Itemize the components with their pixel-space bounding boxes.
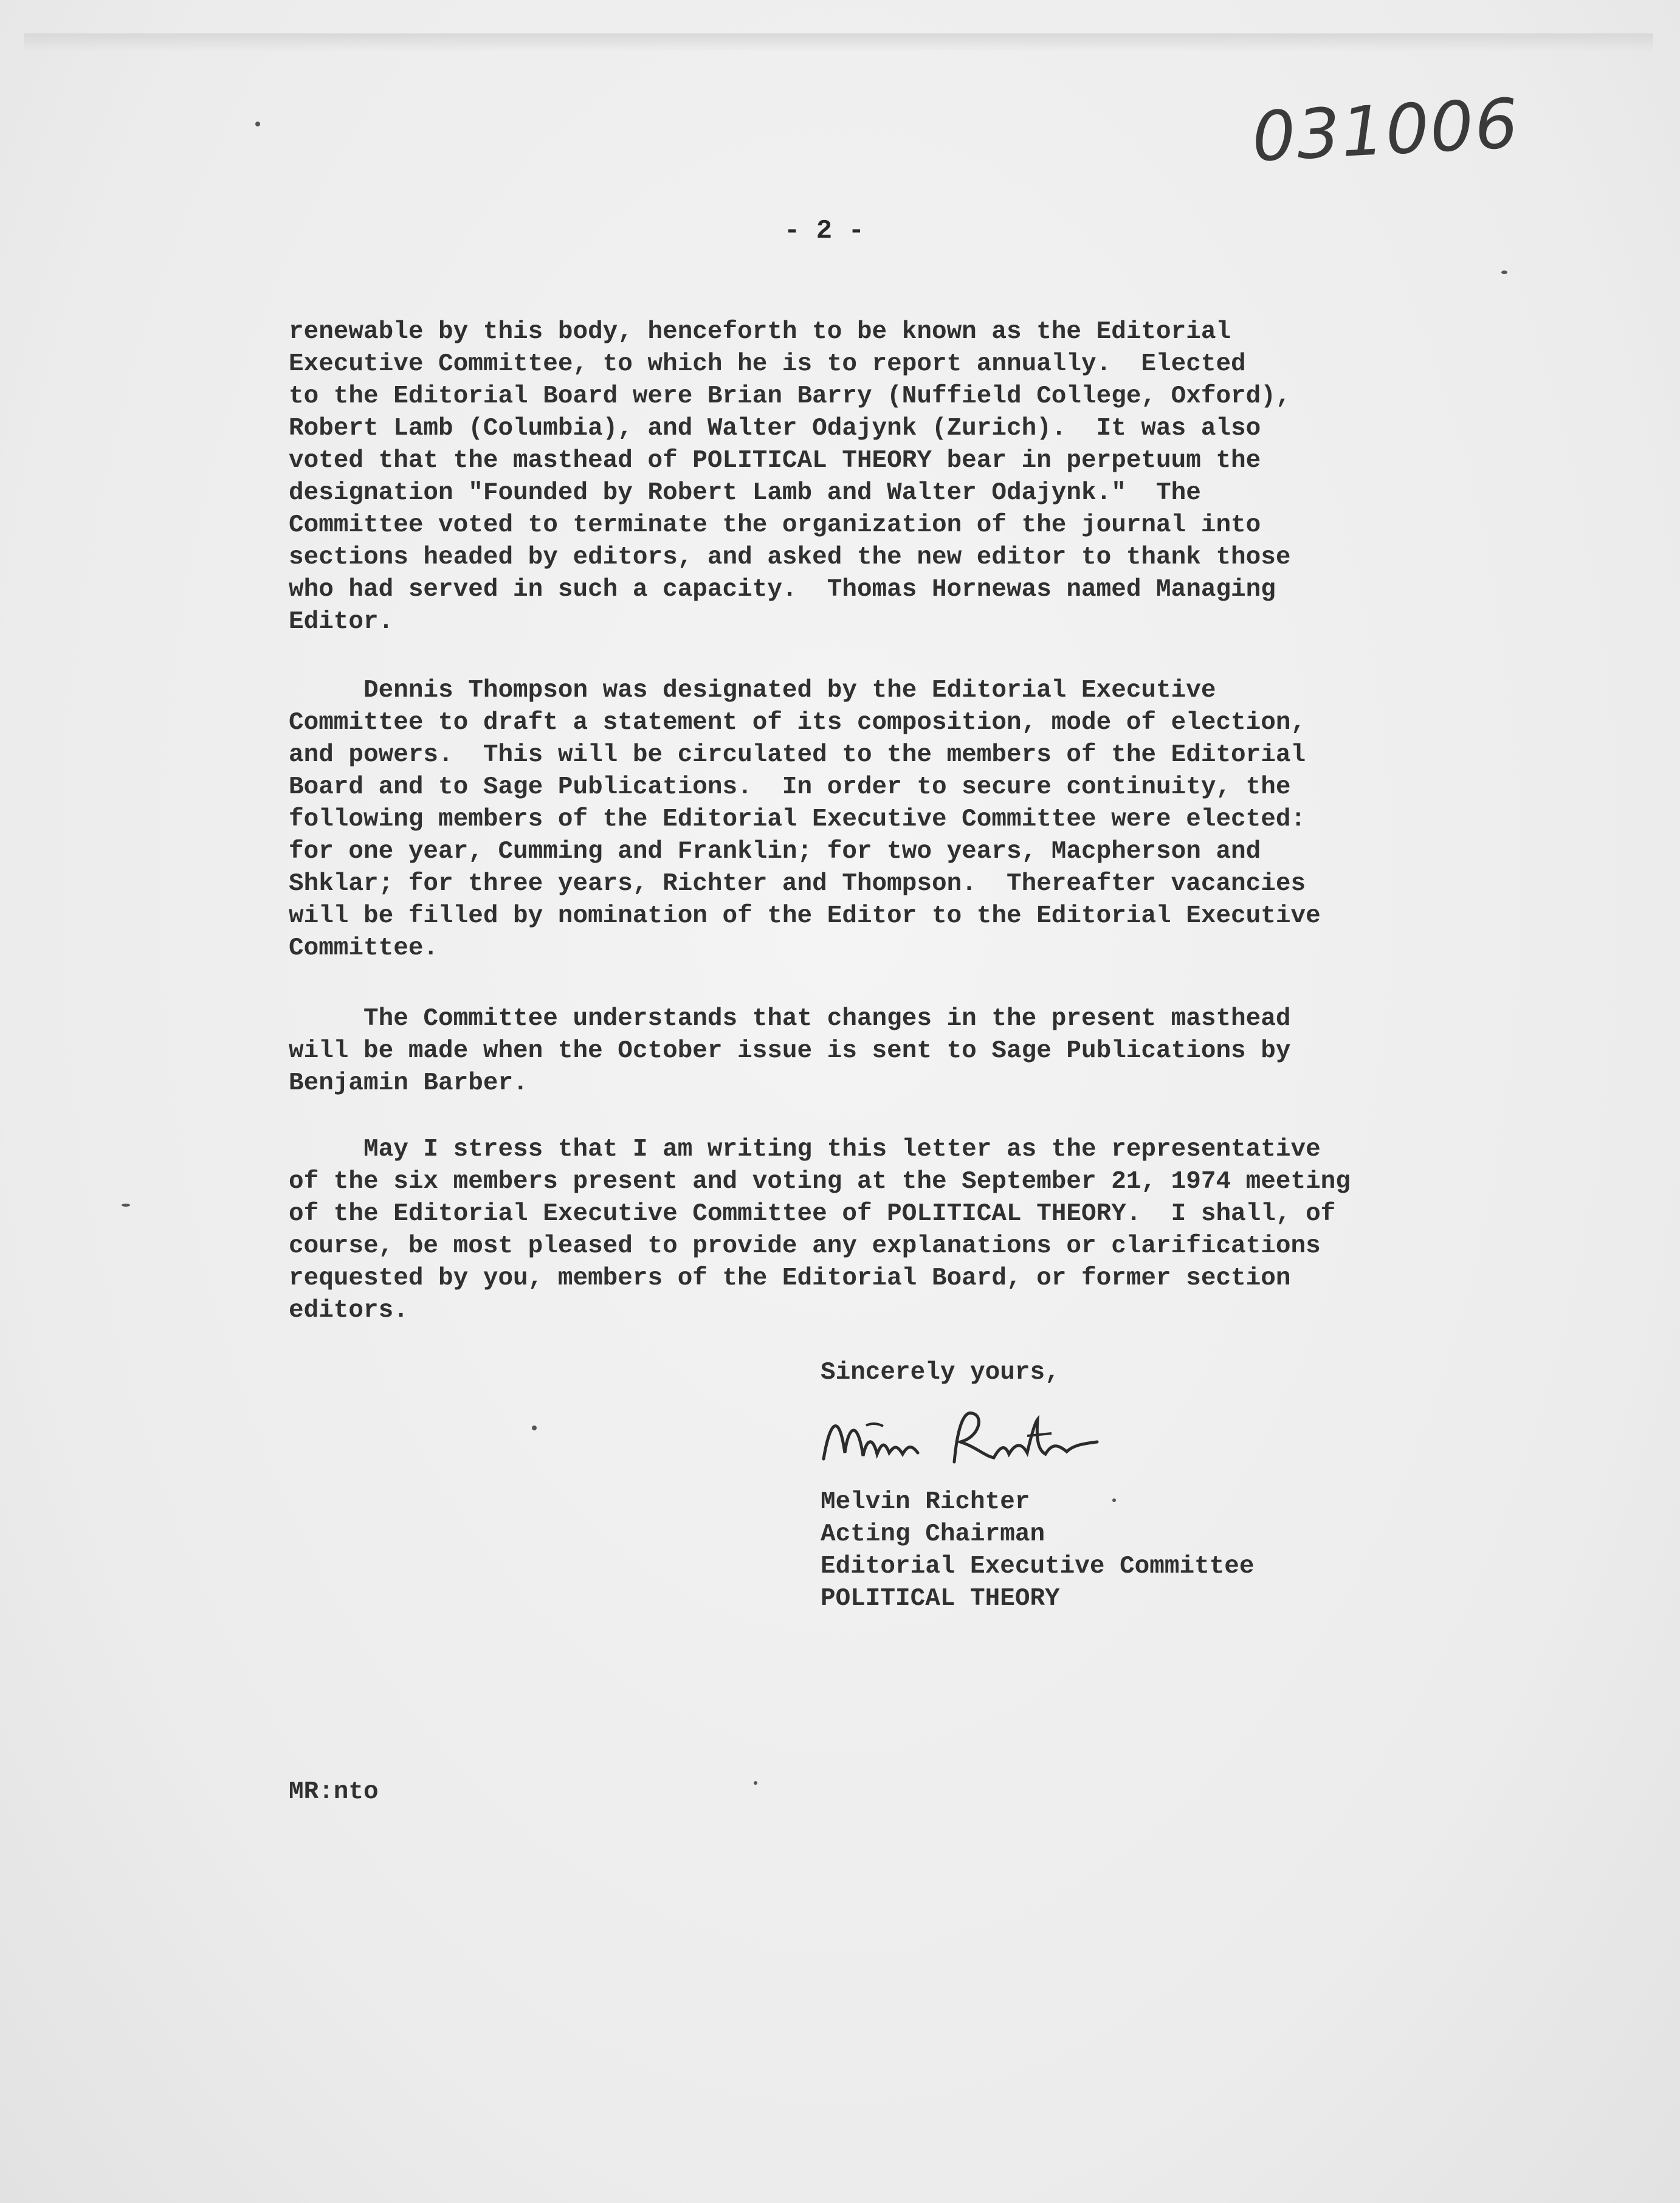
- scan-speck: [532, 1426, 537, 1430]
- scan-speck: [1112, 1498, 1116, 1502]
- scan-top-edge: [24, 33, 1653, 52]
- scan-speck: [255, 122, 260, 126]
- signature-block: Melvin Richter Acting Chairman Editorial Executive Committee POLITICAL THEORY: [821, 1488, 1255, 1613]
- scan-speck: [122, 1204, 130, 1207]
- paragraph-1: renewable by this body, henceforth to be known as the Editorial Executive Committee, to which he is to report annually. Elected to the Editorial Board were Brian Barry (Nuffield College, Oxford), Robert Lamb (Columbia), and Walter Odajynk (Zurich). It was also voted that the masthead of POLITICAL THEORY bear in perpetuum the designation "Founded by Robert Lamb and Walter Odajynk." The Committee voted to terminate the organization of the journal into sections headed by editors, and asked the new editor to thank those who had served in such a capacity. Thomas Hornewas named Managing Editor.: [289, 318, 1291, 636]
- page-number: - 2 -: [784, 216, 865, 246]
- scan-speck: [1501, 271, 1507, 274]
- closing: Sincerely yours,: [821, 1359, 1060, 1387]
- paragraph-3: The Committee understands that changes in the present masthead will be made when the October issue is sent to Sage Publications by Benjamin Barber.: [289, 1005, 1291, 1097]
- paragraph-4: May I stress that I am writing this letter as the representative of the six members present and voting at the September 21, 1974 meeting of the Editorial Executive Committee of POLITICAL THEORY. I shall, of course, be most pleased to provide any explanations or clarifications requested by you, members of the Editorial Board, or former section editors.: [289, 1136, 1351, 1325]
- scan-speck: [754, 1781, 757, 1785]
- handwritten-signature: [811, 1386, 1127, 1483]
- archive-number: 031006: [1250, 84, 1521, 178]
- typist-initials: MR:nto: [289, 1778, 379, 1806]
- paragraph-2: Dennis Thompson was designated by the Editorial Executive Committee to draft a statement of its composition, mode of election, and powers. This will be circulated to the members of the Editorial Board and to Sage Publications. In order to secure continuity, the following members of the Editorial Executive Committee were elected: for one year, Cumming and Franklin; for two years, Macpherson and Shklar; for three years, Richter and Thompson. Thereafter vacancies will be filled by nomination of the Editor to the Editorial Executive Committee.: [289, 677, 1321, 962]
